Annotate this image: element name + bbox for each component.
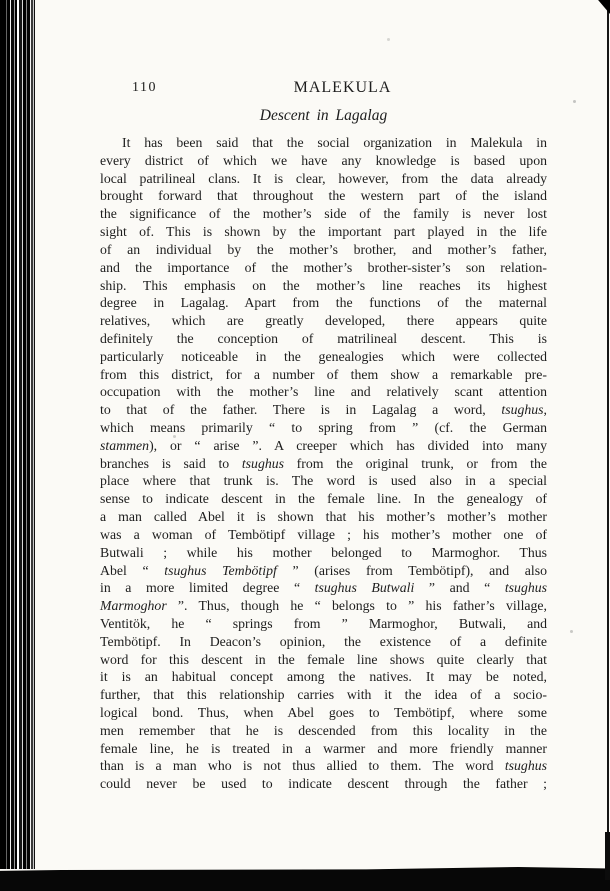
- text-line: Ventitök, he “ springs from ” Marmoghor, Butwali, and: [100, 615, 547, 631]
- text-line: logical bond. Thus, when Abel goes to Tembötipf, where some: [100, 705, 547, 720]
- text-line: It has been said that the social organization in Malekula in: [122, 135, 547, 150]
- text-line: could never be used to indicate descent through the father ;: [100, 776, 547, 792]
- text-line: sense to indicate descent in the female line. In the genealogy of: [100, 491, 547, 507]
- scan-bottom-edge: [0, 861, 610, 891]
- text-line: sight of. This is shown by the important part played in the life: [100, 224, 547, 240]
- section-heading: Descent in Lagalag: [259, 107, 388, 124]
- text-line: every district of which we have any knowledge is based upon: [100, 152, 547, 168]
- text-line: a man called Abel it is shown that his mother’s mother’s mother: [100, 509, 547, 525]
- text-line: female line, he is treated in a warmer and more friendly manner: [100, 740, 547, 756]
- paragraph: [100, 134, 547, 793]
- text-line: stammen), or “ arise ”. A creeper which has divided into many: [100, 437, 547, 453]
- page-content: [100, 79, 547, 793]
- text-line: in a more limited degree “ tsughus Butwali ” and “ tsughus: [100, 580, 548, 596]
- text-line: definitely the conception of matrilineal descent. This is: [100, 330, 547, 346]
- scan-binding-edge: [0, 0, 36, 869]
- text-line: and the importance of the mother’s brother-sister’s son relation-: [100, 259, 547, 275]
- text-line: Butwali ; while his mother belonged to Marmoghor. Thus: [100, 544, 547, 560]
- text-line: degree in Lagalag. Apart from the functions of the maternal: [100, 295, 547, 311]
- text-line: ship. This emphasis on the mother’s line reaches its highest: [100, 277, 547, 293]
- text-line: was a woman of Tembötipf village ; his mother’s mother one of: [100, 526, 547, 542]
- text-line: brought forward that throughout the western part of the island: [100, 188, 547, 204]
- text-line: relatives, which are greatly developed, there appears quite: [100, 313, 547, 329]
- text-line: local patrilineal clans. It is clear, however, from the data already: [100, 170, 547, 186]
- text-line: branches is said to tsughus from the original trunk, or from the: [100, 455, 547, 471]
- text-line: occupation with the mother’s line and relatively scant attention: [100, 384, 547, 400]
- text-line: of an individual by the mother’s brother, and mother’s father,: [100, 241, 547, 257]
- text-line: further, that this relationship carries with it the idea of a socio-: [100, 687, 547, 703]
- page-number: 110: [132, 80, 157, 95]
- text-line: which means primarily “ to spring from ” (cf. the German: [100, 420, 547, 435]
- text-line: Abel “ tsughus Tembötipf ” (arises from Tembötipf), and also: [100, 562, 547, 578]
- text-line: the significance of the mother’s side of the family is never lost: [100, 206, 547, 222]
- text-line: it is an habitual concept among the natives. It may be noted,: [100, 669, 547, 685]
- scan-speck: [573, 100, 576, 103]
- scan-page-right-edge: [607, 0, 609, 880]
- text-line: Tembötipf. In Deacon’s opinion, the existence of a definite: [100, 633, 547, 649]
- text-line: to that of the father. There is in Lagalag a word, tsughus,: [100, 402, 547, 418]
- text-line: word for this descent in the female line shows quite clearly that: [100, 651, 547, 667]
- text-line: place where that trunk is. The word is used also in a special: [100, 473, 547, 489]
- text-line: from this district, for a number of them show a remarkable pre-: [100, 366, 547, 382]
- text-line: than is a man who is not thus allied to them. The word tsughus: [100, 758, 547, 774]
- page-header: [100, 79, 547, 97]
- text-line: Marmoghor ”. Thus, though he “ belongs to ” his father’s village,: [100, 598, 547, 614]
- running-title: MALEKULA: [293, 79, 392, 96]
- text-line: particularly noticeable in the genealogies which were collected: [100, 348, 547, 364]
- text-line: men remember that he is descended from this locality in the: [100, 722, 547, 738]
